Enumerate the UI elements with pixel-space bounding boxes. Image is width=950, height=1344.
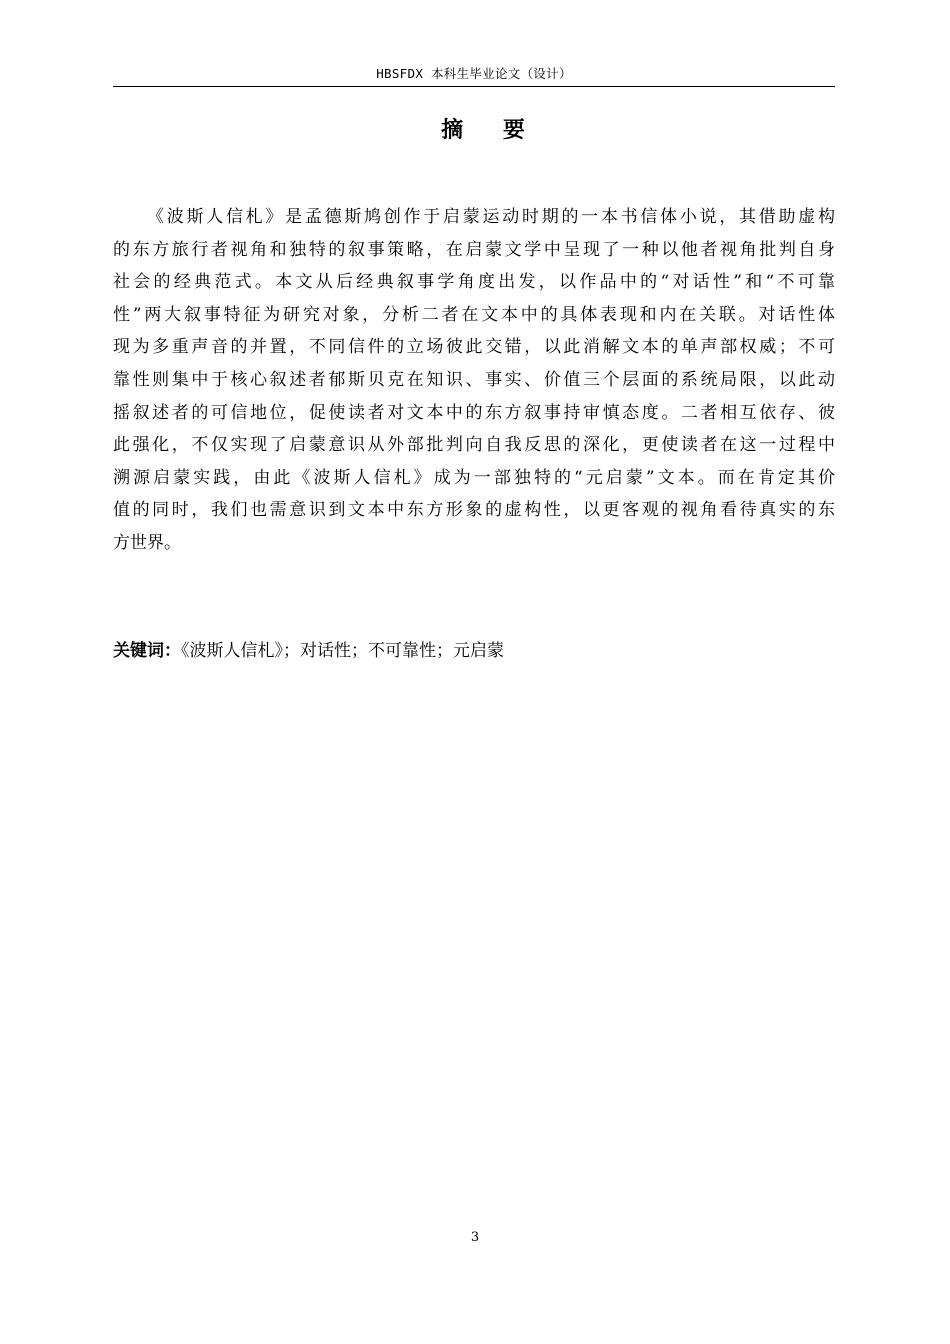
abstract-line: 此强化，不仅实现了启蒙意识从外部批判向自我反思的深化，更使读者在这一过程中 — [113, 435, 835, 456]
abstract-line: 摇叙述者的可信地位，促使读者对文本中的东方叙事持审慎态度。二者相互依存、彼 — [113, 402, 835, 423]
abstract-line: 靠性则集中于核心叙述者郁斯贝克在知识、事实、价值三个层面的系统局限，以此动 — [113, 369, 835, 390]
abstract-line: 性”两大叙事特征为研究对象，分析二者在文本中的具体表现和内在关联。对话性体 — [113, 304, 835, 325]
keywords-line — [113, 636, 835, 666]
running-header: HBSFDX 本科生毕业论文（设计） — [113, 64, 835, 87]
abstract-line: 现为多重声音的并置，不同信件的立场彼此交错，以此消解文本的单声部权威；不可 — [113, 337, 835, 358]
keywords-value: 《波斯人信札》；对话性；不可靠性；元启蒙 — [181, 641, 504, 661]
abstract-body — [113, 201, 835, 560]
keywords-label: 关键词： — [113, 641, 181, 661]
abstract-line: 社会的经典范式。本文从后经典叙事学角度出发，以作品中的“对话性”和“不可靠 — [113, 272, 835, 293]
abstract-line: 的东方旅行者视角和独特的叙事策略，在启蒙文学中呈现了一种以他者视角批判自身 — [113, 239, 835, 260]
abstract-line: 溯源启蒙实践，由此《波斯人信札》成为一部独特的“元启蒙”文本。而在肯定其价 — [113, 467, 835, 488]
page-number: 3 — [470, 1230, 480, 1245]
abstract-line: 值的同时，我们也需意识到文本中东方形象的虚构性，以更客观的视角看待真实的东 — [113, 500, 835, 521]
abstract-line: 方世界。 — [113, 532, 181, 553]
abstract-title: 摘 要 — [441, 118, 541, 143]
abstract-line: 《波斯人信札》是孟德斯鸠创作于启蒙运动时期的一本书信体小说，其借助虚构 — [147, 207, 835, 227]
